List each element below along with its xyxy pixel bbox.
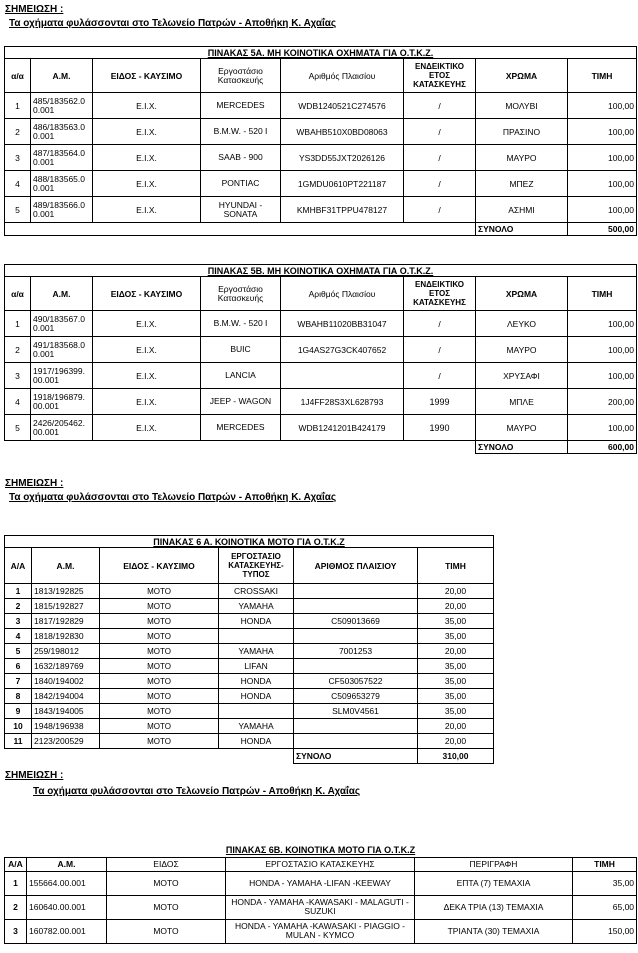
total-label: ΣΥΝΟΛΟ	[476, 223, 568, 236]
cell-maker: LANCIA	[201, 363, 281, 389]
cell-type: Ε.Ι.Χ.	[93, 337, 201, 363]
column-header: Εργοστάσιο Κατασκευής	[201, 59, 281, 93]
cell-chassis	[294, 599, 418, 614]
cell-year: /	[404, 197, 476, 223]
table-6a	[4, 535, 494, 764]
table-5a	[4, 46, 637, 236]
cell-color: ΜΑΥΡΟ	[476, 145, 568, 171]
cell-am: 1632/189769	[32, 659, 100, 674]
column-header: Α.Μ.	[32, 548, 100, 584]
cell-year: /	[404, 145, 476, 171]
cell-chassis	[294, 629, 418, 644]
cell-type: ΜΟΤΟ	[100, 584, 219, 599]
cell-chassis: 1G4AS27G3CK407652	[281, 337, 404, 363]
table-row	[5, 871, 637, 895]
cell-chassis: WDB1240521C274576	[281, 93, 404, 119]
cell-maker: PONTIAC	[201, 171, 281, 197]
column-header: ΤΙΜΗ	[418, 548, 494, 584]
column-header: ΕΙΔΟΣ	[107, 857, 226, 871]
cell-price: 35,00	[418, 614, 494, 629]
cell-maker: HONDA	[219, 734, 294, 749]
cell-price: 100,00	[568, 171, 637, 197]
cell-price: 35,00	[418, 689, 494, 704]
cell-chassis: 1J4FF28S3XL628793	[281, 389, 404, 415]
cell-color: ΑΣΗΜΙ	[476, 197, 568, 223]
cell-index: 5	[5, 415, 31, 441]
cell-price: 35,00	[418, 659, 494, 674]
cell-chassis: C509653279	[294, 689, 418, 704]
table-title: ΠΙΝΑΚΑΣ 5Β. ΜΗ ΚΟΙΝΟΤΙΚΑ ΟΧΗΜΑΤΑ ΓΙΑ Ο.Τ.Κ.Ζ.	[5, 265, 637, 277]
cell-type: Ε.Ι.Χ.	[93, 171, 201, 197]
table-row	[5, 389, 637, 415]
cell-chassis: 1GMDU0610PT221187	[281, 171, 404, 197]
cell-price: 35,00	[418, 674, 494, 689]
cell-price: 20,00	[418, 719, 494, 734]
cell-maker: BUIC	[201, 337, 281, 363]
cell-type: Ε.Ι.Χ.	[93, 145, 201, 171]
cell-chassis: WBAHB11020BB31047	[281, 311, 404, 337]
cell-am: 1917/196399. 00.001	[31, 363, 93, 389]
table-row	[5, 895, 637, 919]
cell-type: ΜΟΤΟ	[100, 719, 219, 734]
cell-am: 1813/192825	[32, 584, 100, 599]
cell-maker: HONDA	[219, 614, 294, 629]
cell-color: ΠΡΑΣΙΝΟ	[476, 119, 568, 145]
cell-index: 1	[5, 311, 31, 337]
cell-price: 20,00	[418, 584, 494, 599]
cell-index: 10	[5, 719, 32, 734]
cell-price: 100,00	[568, 311, 637, 337]
cell-am: 155664.00.001	[27, 871, 107, 895]
cell-color: ΛΕΥΚΟ	[476, 311, 568, 337]
cell-year: /	[404, 363, 476, 389]
cell-price: 100,00	[568, 363, 637, 389]
column-header: Αριθμός Πλαισίου	[281, 59, 404, 93]
cell-am: 1948/196938	[32, 719, 100, 734]
table-title: ΠΙΝΑΚΑΣ 6Β. ΚΟΙΝΟΤΙΚΑ ΜΟΤΟ ΓΙΑ Ο.Τ.Κ.Ζ	[5, 844, 637, 857]
cell-price: 100,00	[568, 415, 637, 441]
cell-year: /	[404, 171, 476, 197]
cell-price: 35,00	[418, 704, 494, 719]
cell-color: ΜΑΥΡΟ	[476, 337, 568, 363]
cell-maker: JEEP - WAGON	[201, 389, 281, 415]
cell-am: 1815/192827	[32, 599, 100, 614]
cell-am: 485/183562.0 0.001	[31, 93, 93, 119]
column-header: Α.Μ.	[31, 277, 93, 311]
table-row	[5, 171, 637, 197]
cell-maker: YAMAHA	[219, 599, 294, 614]
table-row	[5, 415, 637, 441]
table-row	[5, 689, 494, 704]
cell-chassis: KMHBF31TPPU478127	[281, 197, 404, 223]
cell-color: ΜΑΥΡΟ	[476, 415, 568, 441]
cell-price: 100,00	[568, 197, 637, 223]
table-5b	[4, 264, 637, 454]
column-header: ΧΡΩΜΑ	[476, 59, 568, 93]
cell-am: 1843/194005	[32, 704, 100, 719]
cell-am: 488/183565.0 0.001	[31, 171, 93, 197]
cell-maker: MERCEDES	[201, 415, 281, 441]
cell-am: 259/198012	[32, 644, 100, 659]
cell-type: Ε.Ι.Χ.	[93, 311, 201, 337]
column-header: Α/Α	[5, 548, 32, 584]
total-value: 500,00	[568, 223, 637, 236]
cell-type: ΜΟΤΟ	[100, 659, 219, 674]
cell-am: 490/183567.0 0.001	[31, 311, 93, 337]
cell-index: 1	[5, 584, 32, 599]
cell-chassis	[294, 584, 418, 599]
cell-type: Ε.Ι.Χ.	[93, 197, 201, 223]
table-row	[5, 599, 494, 614]
cell-chassis	[281, 363, 404, 389]
cell-maker	[219, 704, 294, 719]
cell-price: 100,00	[568, 337, 637, 363]
cell-year: 1999	[404, 389, 476, 415]
cell-index: 11	[5, 734, 32, 749]
cell-index: 3	[5, 145, 31, 171]
column-header: ΑΡΙΘΜΟΣ ΠΛΑΙΣΙΟΥ	[294, 548, 418, 584]
table-row	[5, 363, 637, 389]
cell-price: 200,00	[568, 389, 637, 415]
cell-year: 1990	[404, 415, 476, 441]
cell-am: 1918/196879. 00.001	[31, 389, 93, 415]
total-label: ΣΥΝΟΛΟ	[294, 749, 418, 764]
total-value: 600,00	[568, 441, 637, 454]
cell-type: ΜΟΤΟ	[100, 629, 219, 644]
table-header-row	[5, 277, 637, 311]
column-header: Α/Α	[5, 857, 27, 871]
cell-index: 4	[5, 389, 31, 415]
cell-maker: HONDA - YAMAHA -LIFAN -KEEWAY	[226, 871, 415, 895]
cell-type: Ε.Ι.Χ.	[93, 363, 201, 389]
column-header: ΕΙΔΟΣ - ΚΑΥΣΙΜΟ	[93, 277, 201, 311]
cell-year: /	[404, 337, 476, 363]
cell-type: ΜΟΤΟ	[107, 895, 226, 919]
cell-color: ΜΟΛΥΒΙ	[476, 93, 568, 119]
cell-chassis: WBAHB510X0BD08063	[281, 119, 404, 145]
cell-price: 35,00	[573, 871, 637, 895]
cell-index: 1	[5, 871, 27, 895]
cell-chassis: C509013669	[294, 614, 418, 629]
column-header: ΕΡΓΟΣΤΑΣΙΟ ΚΑΤΑΣΚΕΥΗΣ	[226, 857, 415, 871]
cell-maker: HONDA	[219, 674, 294, 689]
column-header: ΤΙΜΗ	[568, 277, 637, 311]
cell-am: 160640.00.001	[27, 895, 107, 919]
cell-price: 35,00	[418, 629, 494, 644]
note-label-1: ΣΗΜΕΙΩΣΗ :	[5, 4, 64, 15]
cell-chassis: WDB1241201B424179	[281, 415, 404, 441]
table-row	[5, 584, 494, 599]
cell-maker: YAMAHA	[219, 719, 294, 734]
cell-maker: CROSSAKI	[219, 584, 294, 599]
cell-maker: HYUNDAI - SONATA	[201, 197, 281, 223]
cell-price: 150,00	[573, 919, 637, 943]
cell-am: 160782.00.001	[27, 919, 107, 943]
column-header: Αριθμός Πλαισίου	[281, 277, 404, 311]
cell-type: Ε.Ι.Χ.	[93, 119, 201, 145]
column-header: ΕΝΔΕΙΚΤΙΚΟ ΕΤΟΣ ΚΑΤΑΣΚΕΥΗΣ	[404, 59, 476, 93]
cell-index: 3	[5, 363, 31, 389]
table-row	[5, 674, 494, 689]
table-row	[5, 629, 494, 644]
column-header: Α.Μ.	[27, 857, 107, 871]
cell-index: 4	[5, 629, 32, 644]
column-header: α/α	[5, 59, 31, 93]
cell-index: 2	[5, 895, 27, 919]
cell-index: 3	[5, 919, 27, 943]
table-title: ΠΙΝΑΚΑΣ 6 Α. ΚΟΙΝΟΤΙΚΑ ΜΟΤΟ ΓΙΑ Ο.Τ.Κ.Ζ	[5, 536, 494, 548]
cell-index: 8	[5, 689, 32, 704]
cell-color: ΜΠΛΕ	[476, 389, 568, 415]
cell-chassis: SLM0V4561	[294, 704, 418, 719]
table-header-row	[5, 548, 494, 584]
table-row	[5, 704, 494, 719]
cell-index: 7	[5, 674, 32, 689]
table-row	[5, 644, 494, 659]
table-row	[5, 93, 637, 119]
column-header: ΧΡΩΜΑ	[476, 277, 568, 311]
column-header: ΠΕΡΙΓΡΑΦΗ	[415, 857, 573, 871]
cell-maker: YAMAHA	[219, 644, 294, 659]
table-row	[5, 659, 494, 674]
cell-maker: B.M.W. - 520 I	[201, 311, 281, 337]
cell-type: ΜΟΤΟ	[100, 689, 219, 704]
column-header: ΤΙΜΗ	[568, 59, 637, 93]
total-label: ΣΥΝΟΛΟ	[476, 441, 568, 454]
cell-description: ΔΕΚΑ ΤΡΙΑ (13) ΤΕΜΑΧΙΑ	[415, 895, 573, 919]
column-header: ΕΡΓΟΣΤΑΣΙΟ ΚΑΤΑΣΚΕΥΗΣ- ΤΥΠΟΣ	[219, 548, 294, 584]
note-text-3: Τα οχήματα φυλάσσονται στο Τελωνείο Πατρών - Αποθήκη Κ. Αχαΐας	[33, 786, 361, 797]
cell-price: 100,00	[568, 93, 637, 119]
cell-chassis	[294, 734, 418, 749]
cell-am: 1817/192829	[32, 614, 100, 629]
total-row	[5, 749, 494, 764]
table-6b	[4, 844, 637, 944]
cell-am: 486/183563.0 0.001	[31, 119, 93, 145]
cell-year: /	[404, 93, 476, 119]
cell-type: ΜΟΤΟ	[107, 871, 226, 895]
cell-chassis	[294, 659, 418, 674]
total-row	[5, 441, 637, 454]
column-header: ΕΙΔΟΣ - ΚΑΥΣΙΜΟ	[93, 59, 201, 93]
cell-maker	[219, 629, 294, 644]
table-row	[5, 337, 637, 363]
cell-chassis: 7001253	[294, 644, 418, 659]
cell-color: ΜΠΕΖ	[476, 171, 568, 197]
cell-index: 1	[5, 93, 31, 119]
table-header-row	[5, 857, 637, 871]
column-header: ΤΙΜΗ	[573, 857, 637, 871]
cell-maker: HONDA - YAMAHA -KAWASAKI - PIAGGIO - MULAN - KYMCO	[226, 919, 415, 943]
cell-year: /	[404, 119, 476, 145]
table-row	[5, 119, 637, 145]
cell-am: 487/183564.0 0.001	[31, 145, 93, 171]
column-header: α/α	[5, 277, 31, 311]
note-label-2: ΣΗΜΕΙΩΣΗ :	[5, 478, 64, 489]
table-header-row	[5, 59, 637, 93]
table-row	[5, 311, 637, 337]
cell-am: 489/183566.0 0.001	[31, 197, 93, 223]
column-header: Εργοστάσιο Κατασκευής	[201, 277, 281, 311]
cell-type: ΜΟΤΟ	[100, 614, 219, 629]
cell-maker: B.M.W. - 520 I	[201, 119, 281, 145]
cell-maker: HONDA - YAMAHA -KAWASAKI - MALAGUTI - SUZUKI	[226, 895, 415, 919]
cell-am: 1840/194002	[32, 674, 100, 689]
cell-price: 20,00	[418, 644, 494, 659]
cell-price: 100,00	[568, 119, 637, 145]
column-header: ΕΝΔΕΙΚΤΙΚΟ ΕΤΟΣ ΚΑΤΑΣΚΕΥΗΣ	[404, 277, 476, 311]
cell-index: 2	[5, 119, 31, 145]
cell-index: 5	[5, 197, 31, 223]
cell-type: ΜΟΤΟ	[100, 704, 219, 719]
cell-maker: LIFAN	[219, 659, 294, 674]
cell-index: 6	[5, 659, 32, 674]
cell-index: 5	[5, 644, 32, 659]
cell-maker: MERCEDES	[201, 93, 281, 119]
cell-index: 2	[5, 337, 31, 363]
cell-index: 9	[5, 704, 32, 719]
note-label-3: ΣΗΜΕΙΩΣΗ :	[5, 770, 64, 781]
cell-am: 1818/192830	[32, 629, 100, 644]
cell-type: Ε.Ι.Χ.	[93, 389, 201, 415]
table-row	[5, 145, 637, 171]
cell-am: 1842/194004	[32, 689, 100, 704]
cell-chassis: CF503057522	[294, 674, 418, 689]
cell-chassis	[294, 719, 418, 734]
cell-am: 2426/205462. 00.001	[31, 415, 93, 441]
column-header: Α.Μ.	[31, 59, 93, 93]
cell-index: 3	[5, 614, 32, 629]
cell-type: Ε.Ι.Χ.	[93, 415, 201, 441]
cell-price: 20,00	[418, 599, 494, 614]
cell-color: ΧΡΥΣΑΦΙ	[476, 363, 568, 389]
cell-chassis: YS3DD55JXT2026126	[281, 145, 404, 171]
cell-year: /	[404, 311, 476, 337]
cell-type: ΜΟΤΟ	[107, 919, 226, 943]
table-row	[5, 197, 637, 223]
table-row	[5, 919, 637, 943]
cell-type: ΜΟΤΟ	[100, 599, 219, 614]
cell-type: ΜΟΤΟ	[100, 674, 219, 689]
table-row	[5, 719, 494, 734]
cell-description: ΕΠΤΑ (7) ΤΕΜΑΧΙΑ	[415, 871, 573, 895]
table-row	[5, 614, 494, 629]
cell-am: 2123/200529	[32, 734, 100, 749]
table-row	[5, 734, 494, 749]
cell-price: 20,00	[418, 734, 494, 749]
cell-am: 491/183568.0 0.001	[31, 337, 93, 363]
cell-index: 2	[5, 599, 32, 614]
cell-index: 4	[5, 171, 31, 197]
cell-price: 100,00	[568, 145, 637, 171]
table-title: ΠΙΝΑΚΑΣ 5Α. ΜΗ ΚΟΙΝΟΤΙΚΑ ΟΧΗΜΑΤΑ ΓΙΑ Ο.Τ.Κ.Ζ.	[5, 47, 637, 59]
total-value: 310,00	[418, 749, 494, 764]
cell-type: Ε.Ι.Χ.	[93, 93, 201, 119]
note-text-2: Τα οχήματα φυλάσσονται στο Τελωνείο Πατρών - Αποθήκη Κ. Αχαΐας	[9, 492, 337, 503]
note-text-1: Τα οχήματα φυλάσσονται στο Τελωνείο Πατρών - Αποθήκη Κ. Αχαΐας	[9, 18, 337, 29]
cell-maker: HONDA	[219, 689, 294, 704]
column-header: ΕΙΔΟΣ - ΚΑΥΣΙΜΟ	[100, 548, 219, 584]
cell-type: ΜΟΤΟ	[100, 734, 219, 749]
cell-price: 65,00	[573, 895, 637, 919]
cell-description: ΤΡΙΑΝΤΑ (30) ΤΕΜΑΧΙΑ	[415, 919, 573, 943]
total-row	[5, 223, 637, 236]
cell-maker: SAAB - 900	[201, 145, 281, 171]
cell-type: ΜΟΤΟ	[100, 644, 219, 659]
